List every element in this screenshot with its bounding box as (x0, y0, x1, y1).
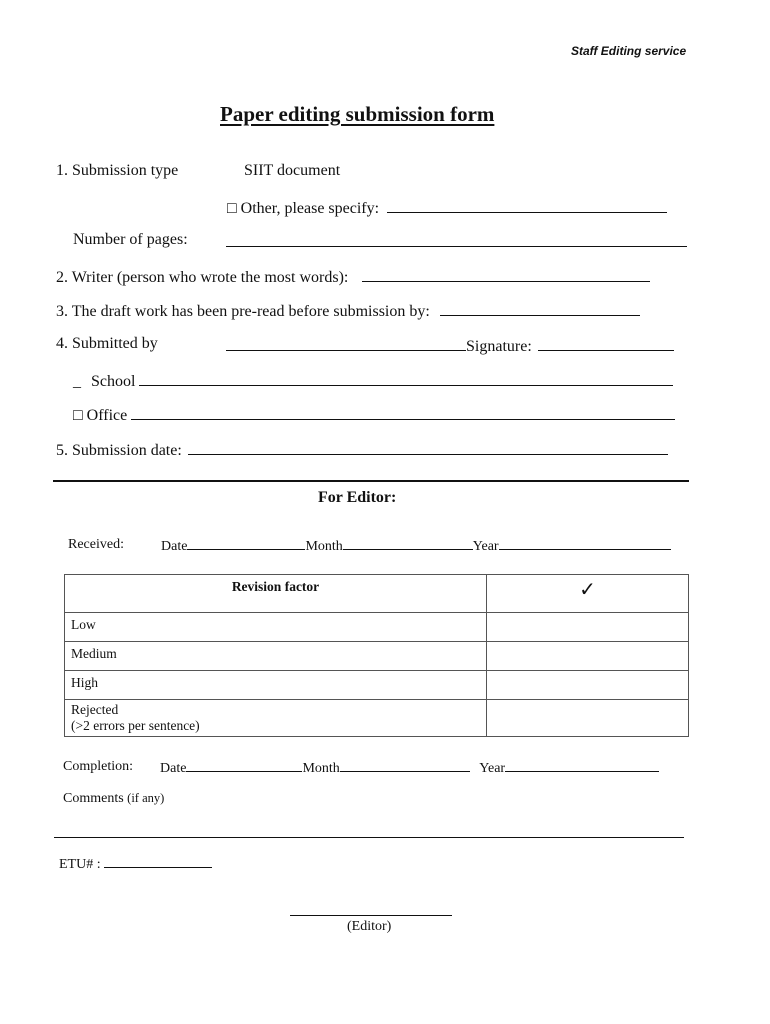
revision-rejected-check[interactable] (487, 700, 689, 737)
completion-month-label: Month (302, 761, 340, 776)
pre-read-field[interactable] (440, 300, 640, 316)
completion-month-field[interactable] (340, 759, 470, 772)
received-date-label: Date (161, 539, 188, 554)
submitted-by-label: 4. Submitted by (56, 335, 158, 352)
school-label[interactable]: School (91, 373, 136, 390)
submission-date-label: 5. Submission date: (56, 442, 182, 459)
table-header-row (65, 575, 689, 613)
editor-signoff-label: (Editor) (347, 919, 392, 934)
office-row (73, 404, 675, 425)
completion-date-label: Date (160, 761, 187, 776)
revision-factor-header (65, 575, 487, 613)
revision-high-check[interactable] (487, 671, 689, 700)
revision-high-label: High (65, 671, 487, 700)
received-year-field[interactable] (499, 537, 671, 550)
revision-rejected-cell (65, 700, 487, 737)
received-date-field[interactable] (187, 537, 305, 550)
section-divider (53, 480, 689, 482)
number-of-pages-field[interactable] (226, 231, 687, 247)
table-row (65, 613, 689, 642)
table-row (65, 700, 689, 737)
received-date-row (161, 537, 671, 555)
form-title: Paper editing submission form (220, 102, 495, 126)
comments-label: Comments (63, 791, 124, 806)
other-option-label[interactable]: □ Other, please specify: (227, 200, 380, 217)
table-row (65, 642, 689, 671)
completion-label: Completion: (63, 759, 133, 774)
received-label: Received: (68, 537, 124, 552)
revision-table (64, 574, 689, 737)
writer-field[interactable] (362, 266, 650, 282)
office-label[interactable]: □ Office (73, 407, 128, 424)
revision-medium-check[interactable] (487, 642, 689, 671)
revision-rejected-label: Rejected (71, 702, 119, 717)
revision-low-check[interactable] (487, 613, 689, 642)
submission-type-label: 1. Submission type (56, 162, 179, 179)
office-field[interactable] (131, 404, 675, 420)
submitted-by-row (226, 335, 674, 356)
school-row (73, 370, 673, 391)
school-field[interactable] (139, 370, 673, 386)
siit-document-option[interactable]: SIIT document (244, 162, 341, 179)
check-header (487, 575, 689, 613)
etu-row (59, 855, 212, 873)
submission-date-field[interactable] (188, 439, 668, 455)
number-of-pages-field-wrap (226, 231, 687, 252)
comments-line[interactable] (54, 837, 684, 838)
revision-factor-header-text: Revision factor (231, 579, 320, 594)
other-option-row (227, 197, 667, 218)
comments-row (63, 791, 164, 807)
pre-read-row (56, 300, 640, 321)
completion-year-field[interactable] (505, 759, 659, 772)
completion-year-label: Year (479, 761, 506, 776)
number-of-pages-label: Number of pages: (73, 231, 188, 248)
pre-read-label: 3. The draft work has been pre-read before submission by: (56, 303, 430, 320)
table-row (65, 671, 689, 700)
school-marker[interactable]: _ (73, 373, 81, 390)
checkmark-icon: ✓ (579, 579, 596, 601)
signature-field[interactable] (538, 335, 674, 351)
editor-signature-line[interactable] (290, 915, 452, 916)
revision-medium-label: Medium (65, 642, 487, 671)
etu-field[interactable] (104, 855, 212, 868)
etu-label: ETU# : (59, 857, 101, 872)
received-year-label: Year (472, 539, 499, 554)
service-label: Staff Editing service (571, 44, 687, 58)
for-editor-heading: For Editor: (318, 489, 397, 506)
completion-date-row (160, 759, 659, 777)
signature-label: Signature: (466, 338, 532, 355)
other-specify-field[interactable] (387, 197, 667, 213)
received-month-label: Month (305, 539, 343, 554)
revision-low-label: Low (65, 613, 487, 642)
comments-suffix: (if any) (127, 791, 165, 805)
revision-rejected-note: (>2 errors per sentence) (71, 718, 200, 733)
completion-date-field[interactable] (186, 759, 302, 772)
submission-date-row (56, 439, 668, 460)
writer-label: 2. Writer (person who wrote the most words): (56, 269, 349, 286)
submitted-by-field[interactable] (226, 335, 466, 351)
writer-row (56, 266, 650, 287)
received-month-field[interactable] (343, 537, 473, 550)
